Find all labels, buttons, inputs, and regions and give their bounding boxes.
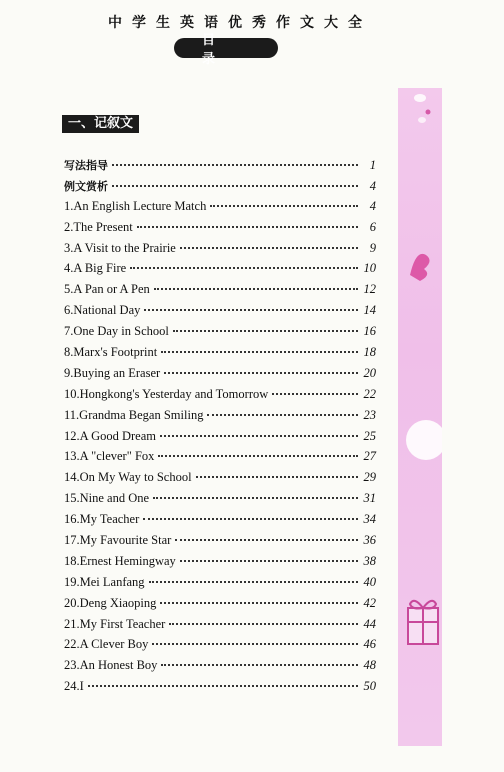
toc-entry[interactable] [64, 449, 376, 470]
toc-list [64, 157, 376, 700]
toc-entry-title: 3.A Visit to the Prairie [64, 240, 176, 255]
dot-leader [144, 309, 358, 311]
dot-leader [112, 164, 358, 166]
pink-figure-icon [404, 245, 438, 285]
dot-leader [161, 664, 358, 666]
toc-entry[interactable] [64, 617, 376, 638]
flower-icon [410, 90, 436, 130]
toc-entry[interactable] [64, 429, 376, 450]
toc-entry-title: 13.A "clever" Fox [64, 449, 155, 464]
section-heading: 一、记叙文 [62, 115, 139, 133]
toc-entry-page: 18 [363, 345, 376, 360]
dot-leader [161, 351, 358, 353]
dot-leader [112, 185, 358, 187]
dot-leader [149, 581, 358, 583]
dot-leader [154, 288, 358, 290]
toc-entry[interactable] [64, 533, 376, 554]
toc-entry-page: 31 [363, 491, 376, 506]
white-circle-icon [402, 415, 442, 465]
toc-entry-title: 14.On My Way to School [64, 470, 192, 485]
dot-leader [164, 372, 358, 374]
toc-entry-title: 6.National Day [64, 303, 141, 318]
toc-entry-page: 44 [363, 616, 376, 631]
toc-entry[interactable] [64, 157, 376, 178]
toc-entry[interactable] [64, 596, 376, 617]
toc-entry-title: 例文赏析 [64, 179, 108, 193]
toc-entry-page: 36 [363, 533, 376, 548]
toc-entry[interactable] [64, 679, 376, 700]
toc-entry[interactable] [64, 178, 376, 199]
toc-entry[interactable] [64, 470, 376, 491]
toc-entry-page: 9 [369, 240, 376, 255]
dot-leader [196, 476, 358, 478]
toc-entry-page: 46 [363, 637, 376, 652]
dot-leader [143, 518, 358, 520]
dot-leader [180, 247, 358, 249]
toc-entry-title: 19.Mei Lanfang [64, 574, 145, 589]
toc-entry-page: 4 [369, 198, 376, 213]
toc-entry-page: 42 [363, 595, 376, 610]
toc-entry[interactable] [64, 408, 376, 429]
dot-leader [152, 643, 358, 645]
toc-entry-title: 4.A Big Fire [64, 261, 127, 276]
toc-entry-page: 27 [363, 449, 376, 464]
toc-entry-page: 38 [363, 553, 376, 568]
dot-leader [153, 497, 358, 499]
dot-leader [210, 205, 358, 207]
toc-entry[interactable] [64, 199, 376, 220]
dot-leader [88, 685, 358, 687]
dot-leader [272, 393, 358, 395]
toc-label: 目录 [202, 33, 244, 67]
toc-entry-title: 2.The Present [64, 219, 133, 234]
toc-entry-page: 50 [363, 679, 376, 694]
toc-entry-page: 40 [363, 574, 376, 589]
toc-entry-page: 20 [363, 365, 376, 380]
dot-leader [180, 560, 358, 562]
toc-entry[interactable] [64, 282, 376, 303]
toc-entry-page: 4 [369, 178, 376, 193]
toc-entry[interactable] [64, 512, 376, 533]
toc-entry-title: 17.My Favourite Star [64, 533, 172, 548]
toc-entry-page: 12 [363, 282, 376, 297]
toc-entry[interactable] [64, 261, 376, 282]
toc-entry-page: 16 [363, 324, 376, 339]
toc-entry-page: 48 [363, 658, 376, 673]
toc-entry-page: 29 [363, 470, 376, 485]
toc-entry[interactable] [64, 345, 376, 366]
toc-entry[interactable] [64, 324, 376, 345]
dot-leader [173, 330, 358, 332]
toc-entry-title: 写法指导 [64, 159, 108, 172]
dot-leader [130, 267, 358, 269]
dot-leader [207, 414, 358, 416]
toc-entry-title: 22.A Clever Boy [64, 637, 149, 652]
toc-entry[interactable] [64, 366, 376, 387]
toc-entry-title: 10.Hongkong's Yesterday and Tomorrow [64, 386, 269, 401]
toc-entry[interactable] [64, 241, 376, 262]
toc-entry-title: 12.A Good Dream [64, 428, 156, 443]
toc-entry-title: 9.Buying an Eraser [64, 365, 161, 380]
toc-entry-page: 34 [363, 512, 376, 527]
toc-entry[interactable] [64, 575, 376, 596]
toc-entry-title: 16.My Teacher [64, 512, 140, 527]
toc-entry-page: 14 [363, 303, 376, 318]
dot-leader [160, 602, 358, 604]
dot-leader [175, 539, 358, 541]
dot-leader [160, 435, 358, 437]
book-title: 中学生英语优秀作文大全 [108, 15, 372, 31]
toc-entry-page: 25 [363, 428, 376, 443]
toc-entry-page: 23 [363, 407, 376, 422]
toc-entry[interactable] [64, 303, 376, 324]
toc-entry[interactable] [64, 220, 376, 241]
toc-entry-page: 6 [369, 219, 376, 234]
toc-entry-title: 8.Marx's Footprint [64, 345, 158, 360]
toc-entry-page: 10 [363, 261, 376, 276]
toc-entry-title: 11.Grandma Began Smiling [64, 407, 204, 422]
toc-entry[interactable] [64, 387, 376, 408]
toc-entry-title: 21.My First Teacher [64, 616, 166, 631]
toc-entry-title: 18.Ernest Hemingway [64, 553, 176, 568]
toc-entry-page: 22 [363, 386, 376, 401]
toc-entry-title: 1.An English Lecture Match [64, 198, 207, 213]
toc-entry-title: 23.An Honest Boy [64, 658, 158, 673]
toc-entry[interactable] [64, 491, 376, 512]
toc-entry[interactable] [64, 658, 376, 679]
toc-entry[interactable] [64, 554, 376, 575]
dot-leader [169, 623, 358, 625]
toc-entry[interactable] [64, 637, 376, 658]
toc-entry-page: 1 [369, 158, 376, 172]
gift-box-icon [400, 590, 444, 650]
toc-label-badge [174, 33, 278, 67]
dot-leader [137, 226, 358, 228]
toc-entry-title: 5.A Pan or A Pen [64, 282, 150, 297]
toc-entry-title: 7.One Day in School [64, 324, 169, 339]
dot-leader [158, 455, 358, 457]
toc-entry-title: 24.I [64, 679, 84, 694]
toc-entry-title: 15.Nine and One [64, 491, 150, 506]
toc-entry-title: 20.Deng Xiaoping [64, 595, 157, 610]
